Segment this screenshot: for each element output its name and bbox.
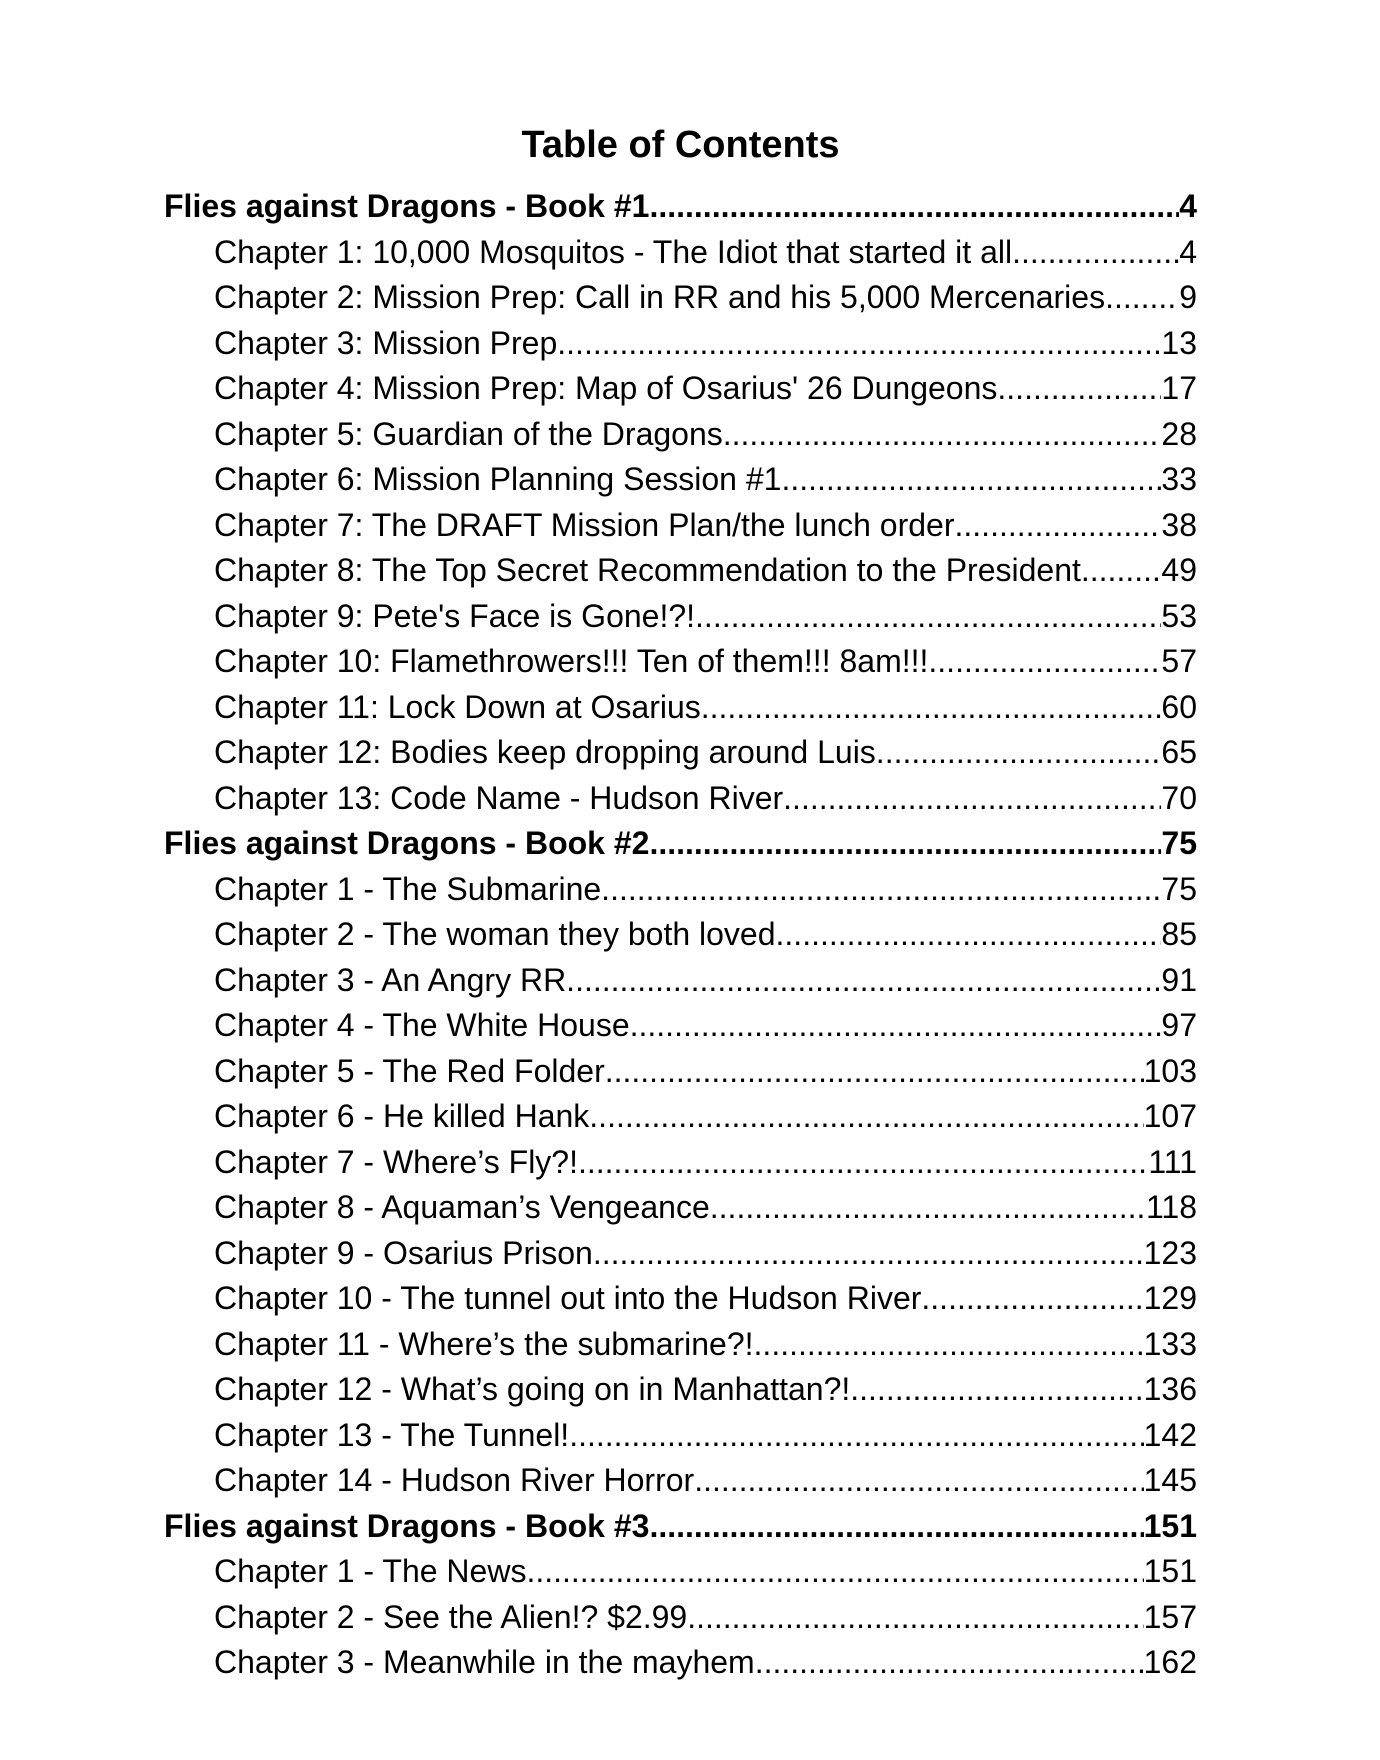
toc-page-number: 17: [1161, 370, 1197, 406]
toc-entry-row[interactable]: [164, 548, 1197, 594]
toc-entry-row[interactable]: [164, 1094, 1197, 1140]
toc-dot-leader: [701, 685, 1162, 731]
toc-entry-row[interactable]: [164, 230, 1197, 276]
toc-entry-row[interactable]: [164, 1049, 1197, 1095]
toc-entry-label: Chapter 6 - He killed Hank: [214, 1098, 590, 1134]
toc-entry-label: Chapter 10: Flamethrowers!!! Ten of them!!! 8am!!!: [214, 643, 929, 679]
toc-entry-row[interactable]: [164, 776, 1197, 822]
toc-page-number: 85: [1161, 916, 1197, 952]
toc-entry-label: Chapter 7 - Where’s Fly?!: [214, 1143, 578, 1180]
toc-page-number: 103: [1143, 1052, 1197, 1089]
toc-entry-row[interactable]: [164, 1322, 1197, 1368]
toc-page-number: 136: [1143, 1371, 1197, 1407]
toc-dot-leader: [850, 1367, 1143, 1413]
toc-page-number: 9: [1179, 279, 1197, 315]
toc-entry-label: Chapter 9: Pete's Face is Gone!?!: [214, 597, 696, 634]
toc-dot-leader: [776, 912, 1162, 958]
toc-entry-label: Chapter 3: Mission Prep: [214, 324, 558, 361]
toc-entry-label: Flies against Dragons - Book #2: [164, 825, 650, 861]
toc-page-number: 70: [1161, 779, 1197, 816]
toc-entry-label: Chapter 4 - The White House: [214, 1007, 630, 1043]
toc-page-number: 4: [1179, 188, 1197, 224]
toc-entry-label: Chapter 13 - The Tunnel!: [214, 1416, 570, 1453]
toc-page-number: 157: [1143, 1598, 1197, 1635]
toc-entry-label: Flies against Dragons - Book #1: [164, 188, 650, 224]
toc-entry-label: Chapter 4: Mission Prep: Map of Osarius' 26 Dungeons: [214, 370, 998, 406]
toc-dot-leader: [955, 503, 1162, 549]
toc-entry-row[interactable]: [164, 457, 1197, 503]
toc-entry-label: Chapter 2 - The woman they both loved: [214, 916, 776, 952]
toc-page-number: 133: [1143, 1325, 1197, 1362]
toc-dot-leader: [781, 457, 1161, 503]
toc-page-number: 28: [1161, 415, 1197, 452]
toc-entry-row[interactable]: [164, 730, 1197, 776]
toc-entry-label: Chapter 11 - Where’s the submarine?!: [214, 1325, 754, 1362]
toc-page-number: 75: [1161, 870, 1197, 907]
toc-page-number: 145: [1143, 1462, 1197, 1498]
toc-entry-row[interactable]: [164, 412, 1197, 458]
toc-entry-row[interactable]: [164, 1276, 1197, 1322]
toc-dot-leader: [649, 1504, 1143, 1550]
toc-page-number: 57: [1161, 643, 1197, 679]
toc-entry-row[interactable]: [164, 685, 1197, 731]
toc-page-number: 60: [1161, 688, 1197, 725]
toc-dot-leader: [630, 1003, 1162, 1049]
toc-dot-leader: [1012, 230, 1179, 276]
toc-entry-row[interactable]: [164, 366, 1197, 412]
toc-dot-leader: [755, 1640, 1144, 1686]
toc-entry-row[interactable]: [164, 1640, 1197, 1686]
toc-entry-label: Chapter 3 - Meanwhile in the mayhem: [214, 1644, 755, 1680]
toc-entry-label: Chapter 6: Mission Planning Session #1: [214, 461, 782, 497]
toc-entry-label: Chapter 1 - The News: [214, 1553, 527, 1589]
toc-dot-leader: [601, 867, 1161, 913]
toc-entry-row[interactable]: [164, 1549, 1197, 1595]
toc-page-number: 4: [1179, 233, 1197, 270]
toc-dot-leader: [649, 184, 1179, 230]
toc-dot-leader: [578, 1140, 1148, 1186]
toc-entry-label: Chapter 5 - The Red Folder: [214, 1052, 605, 1089]
toc-dot-leader: [783, 776, 1161, 822]
toc-page-number: 53: [1161, 597, 1197, 634]
toc-page-number: 13: [1161, 324, 1197, 361]
toc-entry-label: Chapter 3 - An Angry RR: [214, 961, 567, 998]
toc-page-number: 129: [1143, 1280, 1197, 1316]
toc-dot-leader: [1105, 275, 1179, 321]
toc-entry-label: Chapter 12 - What’s going on in Manhattan?!: [214, 1371, 851, 1407]
toc-page-number: 33: [1161, 461, 1197, 497]
toc-entry-row[interactable]: [164, 912, 1197, 958]
toc-dot-leader: [593, 1231, 1144, 1277]
toc-dot-leader: [589, 1094, 1143, 1140]
toc-dot-leader: [687, 1595, 1143, 1641]
toc-page-number: 97: [1161, 1007, 1197, 1043]
toc-entry-label: Chapter 1: 10,000 Mosquitos - The Idiot that started it all: [214, 233, 1013, 270]
toc-entry-row[interactable]: [164, 1413, 1197, 1459]
toc-page-number: 107: [1143, 1098, 1197, 1134]
toc-page-number: 49: [1161, 552, 1197, 588]
toc-entry-row[interactable]: [164, 1231, 1197, 1277]
toc-entry-label: Chapter 2: Mission Prep: Call in RR and his 5,000 Mercenaries: [214, 279, 1106, 315]
toc-entry-label: Flies against Dragons - Book #3: [164, 1507, 650, 1544]
toc-dot-leader: [754, 1322, 1144, 1368]
toc-entry-row[interactable]: [164, 1140, 1197, 1186]
toc-entry-label: Chapter 13: Code Name - Hudson River: [214, 779, 784, 816]
toc-dot-leader: [557, 321, 1161, 367]
toc-section-row[interactable]: [164, 1504, 1197, 1550]
toc-page-number: 123: [1143, 1234, 1197, 1271]
toc-entry-label: Chapter 11: Lock Down at Osarius: [214, 688, 701, 725]
toc-entry-row[interactable]: [164, 321, 1197, 367]
toc-entry-label: Chapter 14 - Hudson River Horror: [214, 1462, 695, 1498]
toc-entry-row[interactable]: [164, 1595, 1197, 1641]
toc-entry-label: Chapter 7: The DRAFT Mission Plan/the lunch order: [214, 506, 955, 543]
toc-dot-leader: [566, 958, 1161, 1004]
toc-entry-row[interactable]: [164, 639, 1197, 685]
toc-entry-label: Chapter 9 - Osarius Prison: [214, 1234, 593, 1271]
toc-page-number: 65: [1161, 734, 1197, 770]
toc-dot-leader: [997, 366, 1161, 412]
toc-entry-label: Chapter 1 - The Submarine: [214, 870, 602, 907]
toc-entry-row[interactable]: [164, 1185, 1197, 1231]
toc-dot-leader: [605, 1049, 1144, 1095]
toc-dot-leader: [876, 730, 1162, 776]
toc-dot-leader: [723, 412, 1162, 458]
toc-page-number: 142: [1143, 1416, 1197, 1453]
toc-entry-row[interactable]: [164, 867, 1197, 913]
toc-dot-leader: [1081, 548, 1162, 594]
toc-entry-row[interactable]: [164, 275, 1197, 321]
toc-page-number: 38: [1161, 506, 1197, 543]
toc-page-number: 162: [1143, 1644, 1197, 1680]
toc-entry-label: Chapter 8: The Top Secret Recommendation to the President: [214, 552, 1081, 588]
toc-entry-label: Chapter 8 - Aquaman’s Vengeance: [214, 1189, 710, 1225]
toc-page-number: 151: [1143, 1507, 1197, 1544]
toc-entry-row[interactable]: [164, 1367, 1197, 1413]
toc-dot-leader: [921, 1276, 1143, 1322]
toc-entry-row[interactable]: [164, 1458, 1197, 1504]
toc-entry-label: Chapter 5: Guardian of the Dragons: [214, 415, 723, 452]
toc-section-row[interactable]: [164, 184, 1197, 230]
toc-entry-row[interactable]: [164, 958, 1197, 1004]
page-title: Table of Contents: [521, 124, 840, 166]
toc-dot-leader: [569, 1413, 1143, 1459]
toc-entry-label: Chapter 2 - See the Alien!? $2.99: [214, 1598, 688, 1635]
toc-section-row[interactable]: [164, 821, 1197, 867]
toc-entry-label: Chapter 12: Bodies keep dropping around Luis: [214, 734, 876, 770]
toc-page-number: 151: [1143, 1553, 1197, 1589]
toc-page-number: 75: [1161, 825, 1197, 861]
toc-dot-leader: [526, 1549, 1143, 1595]
toc-entry-row[interactable]: [164, 503, 1197, 549]
toc-page-number: 118: [1145, 1189, 1197, 1225]
toc-list: [164, 184, 1197, 1686]
toc-dot-leader: [694, 1458, 1143, 1504]
toc-dot-leader: [928, 639, 1161, 685]
toc-page-number: 91: [1161, 961, 1197, 998]
toc-entry-row[interactable]: [164, 1003, 1197, 1049]
toc-dot-leader: [710, 1185, 1146, 1231]
toc-entry-label: Chapter 10 - The tunnel out into the Hudson River: [214, 1280, 922, 1316]
toc-page-number: 111: [1148, 1143, 1197, 1180]
toc-entry-row[interactable]: [164, 594, 1197, 640]
toc-dot-leader: [649, 821, 1161, 867]
toc-dot-leader: [695, 594, 1161, 640]
